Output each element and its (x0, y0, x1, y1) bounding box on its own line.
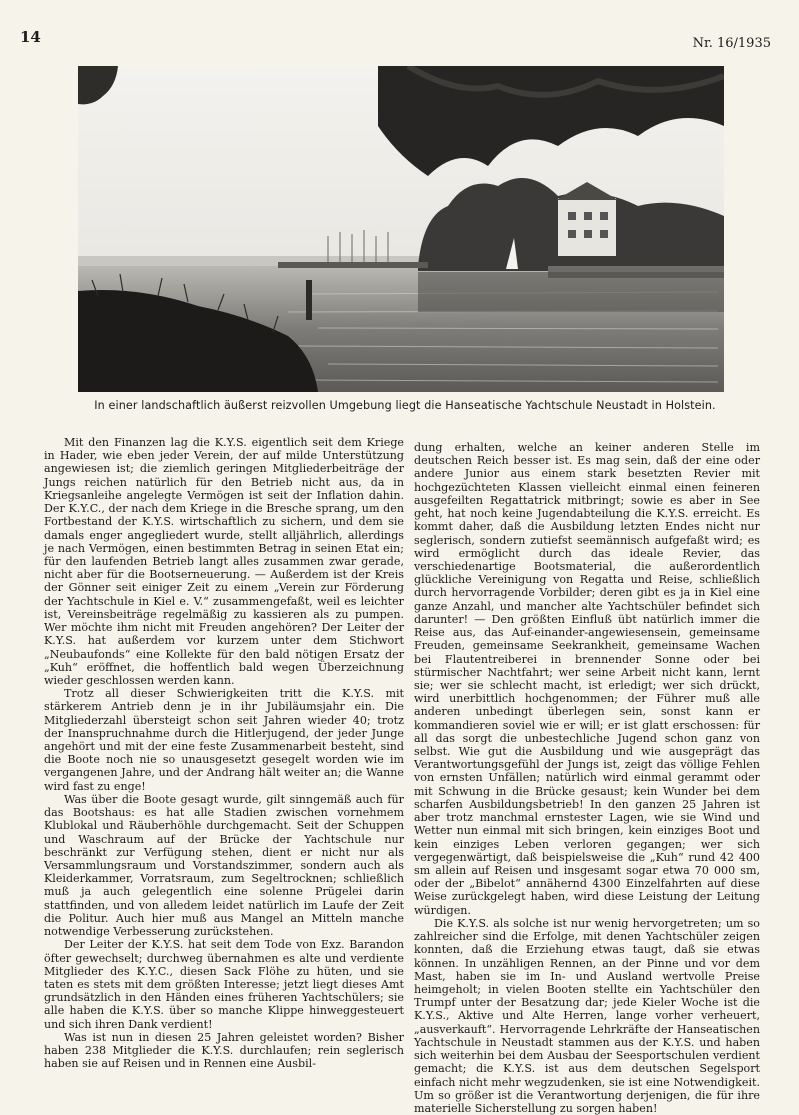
article-paragraph: dung erhalten, welche an keiner anderen Stelle im deutschen Reich besser ist. Es mag sein, daß der eine oder andere Junior aus einem stark besetzten Revier mit hochgezüchteten Klassen vielleicht einmal einen feineren ausgefeilten Regattatrick mitbringt; sowie es aber in See geht, hat noch keine Jugendabteilung die K.Y.S. erreicht. Es kommt daher, daß die Ausbildung letzten Endes nicht nur seglerisch, sondern zutiefst seemännisch aufgefaßt wird; es wird ermöglicht durch das ideale Revier, das verschiedenartige Bootsmaterial, die außerordentlich glückliche Vereinigung von Regatta und Reise, schließlich durch hervorragende Vorbilder; deren gibt es ja in Kiel eine ganze Anzahl, und mancher alte Yachtschüler befindet sich darunter! — Den größten Einfluß übt natürlich immer die Reise aus, das Auf-einander-angewiesensein, gemeinsame Freuden, gemeinsame Seekrankheit, gemeinsame Wachen bei Flautentreiberei in brennender Sonne oder bei stürmischer Nachtfahrt; wer seine Arbeit nicht kann, lernt sie; wer sie schlecht macht, ist erledigt; wer sich drückt, wird unerbittlich hochgenommen; der Führer muß alle anderen unbedingt überlegen sein, sonst kann er kommandieren soviel wie er will; er ist glatt erschossen: für all das sorgt die unbestechliche Jugend schon ganz von selbst. Wie gut die Ausbildung und wie ausgeprägt das Verantwortungsgefühl der Jungs ist, zeigt das völlige Fehlen von ernsten Unfällen; natürlich wird einmal gerammt oder mit Schwung in die Brücke gesaust; kein Wunder bei dem scharfen Ausbildungsbetrieb! In den ganzen 25 Jahren ist aber trotz manchmal ernstester Lagen, wie sie Wind und Wetter nun einmal mit sich bringen, kein einziges Boot und kein einziges Leben verloren gegangen; wer sich vergegenwärtigt, daß beispielsweise die „Kuh“ rund 42 400 sm allein auf Reisen und insgesamt sogar etwa 70 000 sm, oder der „Bibelot“ annähernd 4300 Einzelfahrten auf diese Weise zurückgelegt haben, wird diese Leistung der Leitung würdigen. (414, 441, 760, 917)
article-paragraph: Mit den Finanzen lag die K.Y.S. eigentlich seit dem Kriege in Hader, wie eben jeder Verein, der auf milde Unterstützung angewiesen ist; die ziemlich geringen Mitgliederbeiträge der Jungs reichen natürlich für den Betrieb nicht aus, da in Kriegsanleihe angelegte Vermögen ist seit der Inflation dahin. Der K.Y.C., der nach dem Kriege in die Bresche sprang, um den Fortbestand der K.Y.S. wirtschaftlich zu sichern, und dem sie damals enger angegliedert wurde, stellt alljährlich, allerdings je nach Vermögen, einen bestimmten Betrag in seinen Etat ein; für den laufenden Betrieb langt alles zusammen zwar gerade, nicht aber für die Bootserneuerung. — Außerdem ist der Kreis der Gönner seit einiger Zeit zu einem „Verein zur Förderung der Yachtschule in Kiel e. V.“ zusammengefaßt, weil es leichter ist, Vereinsbeiträge regelmäßig zu kassieren als zu pumpen. Wer möchte ihm nicht mit Freuden angehören? Der Leiter der K.Y.S. hat außerdem vor kurzem unter dem Stichwort „Neubaufonds“ eine Kollekte für den bald nötigen Ersatz der „Kuh“ eröffnet, die hoffentlich bald wegen Überzeichnung wieder geschlossen werden kann. (44, 436, 404, 687)
page-number: 14 (20, 28, 41, 46)
article-paragraph: Der Leiter der K.Y.S. hat seit dem Tode von Exz. Barandon öfter gewechselt; durchweg übernahmen es alte und verdiente Mitglieder des K.Y.C., diesen Sack Flöhe zu hüten, und sie taten es stets mit dem größten Interesse; jetzt liegt dieses Amt grundsätzlich in den Händen eines früheren Yachtschülers; sie alle haben die K.Y.S. über so manche Klippe hinweggesteuert und sich ihren Dank verdient! (44, 938, 404, 1031)
article-paragraph: Was ist nun in diesen 25 Jahren geleistet worden? Bisher haben 238 Mitglieder die K.Y.S. durchlaufen; rein seglerisch haben sie auf Reisen und in Rennen eine Ausbil- (44, 1030, 404, 1071)
article-paragraph: Die K.Y.S. als solche ist nur wenig hervorgetreten; um so zahlreicher sind die Erfolge, mit denen Yachtschüler zeigen konnten, daß die Erziehung etwas taugt, daß sie etwas können. In unzähligen Rennen, an der Pinne und vor dem Mast, haben sie im In- und Ausland wertvolle Preise heimgeholt; in vielen Booten stellte ein Yachtschüler den Trumpf unter der Besatzung dar; jede Kieler Woche ist die K.Y.S., Aktive und Alte Herren, lange vorher verheuert, „ausverkauft“. Hervorragende Lehrkräfte der Hanseatischen Yachtschule in Neustadt stammen aus der K.Y.S. und haben sich weiterhin bei dem Ausbau der Seesportschulen verdient gemacht; die K.Y.S. ist aus dem deutschen Segelsport einfach nicht mehr wegzudenken, sie ist eine Notwendigkeit. Um so größer ist die Verantwortung derjenigen, die für ihre materielle Sicherstellung zu sorgen haben! (414, 916, 760, 1115)
article-paragraph: Was über die Boote gesagt wurde, gilt sinngemäß auch für das Bootshaus: es hat alle Stadien zwischen vornehmem Klublokal und Räuberhöhle durchgemacht. Seit der Schuppen und Waschraum auf der Brücke der Yachtschule nur beschränkt zur Verfügung stehen, dient er nicht nur als Versammlungsraum und Vorstandszimmer, sondern auch als Kleiderkammer, Vorratsraum, zum Segeltrocknen; schließlich muß ja auch gelegentlich eine solenne Prügelei darin stattfinden, und von alledem leidet natürlich im Laufe der Zeit die Politur. Auch hier muß aus Mangel an Mitteln manche notwendige Verbesserung zurückstehen. (44, 792, 404, 939)
article-paragraph: Trotz all dieser Schwierigkeiten tritt die K.Y.S. mit stärkerem Antrieb denn je in ihr Jubiläumsjahr ein. Die Mitgliederzahl übersteigt schon seit Jahren wieder 40; trotz der Inanspruchnahme durch die Hitlerjugend, der jeder Junge angehört und mit der eine feste Zusammenarbeit besteht, sind die Boote noch nie so unausgesetzt gesegelt worden wie im vergangenen Jahre, und der Andrang hält weiter an; die Wanne wird fast zu enge! (44, 687, 404, 793)
harbor-photo (78, 66, 724, 392)
photo-caption: In einer landschaftlich äußerst reizvollen Umgebung liegt die Hanseatische Yachtschule Neustadt in Holstein. (94, 399, 716, 412)
photo-image (78, 66, 724, 392)
article-right-column (414, 441, 760, 1115)
issue-number: Nr. 16/1935 (692, 36, 771, 51)
article-left-column (44, 436, 404, 1071)
